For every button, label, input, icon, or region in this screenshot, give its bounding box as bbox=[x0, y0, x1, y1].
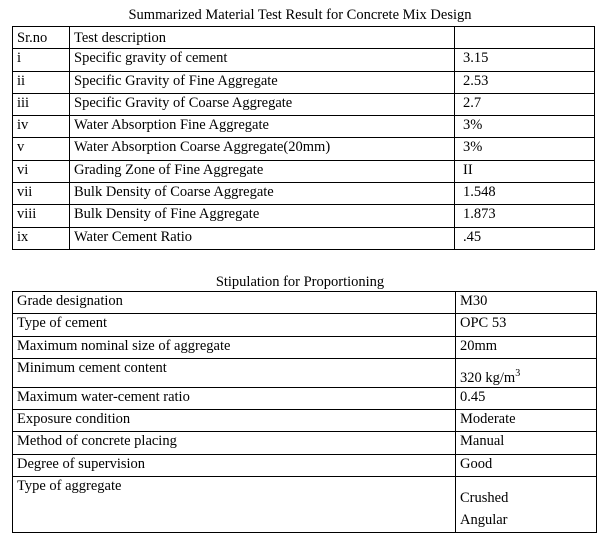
row-label: Grade designation bbox=[13, 292, 456, 314]
row-value: 2.53 bbox=[455, 71, 595, 93]
table-row bbox=[13, 336, 597, 358]
row-label: Minimum cement content bbox=[13, 358, 456, 387]
table-row bbox=[13, 138, 595, 160]
row-value: M30 bbox=[456, 292, 597, 314]
row-description: Specific Gravity of Fine Aggregate bbox=[70, 71, 455, 93]
material-test-title: Summarized Material Test Result for Concrete Mix Design bbox=[128, 7, 472, 23]
row-description: Water Cement Ratio bbox=[70, 227, 455, 249]
row-srno: i bbox=[13, 49, 70, 71]
row-srno: v bbox=[13, 138, 70, 160]
table-row bbox=[13, 314, 597, 336]
row-srno: ii bbox=[13, 71, 70, 93]
header-value bbox=[455, 27, 595, 49]
table-row bbox=[13, 49, 595, 71]
row-value: 3% bbox=[455, 116, 595, 138]
header-srno: Sr.no bbox=[13, 27, 70, 49]
table-header-row bbox=[13, 27, 595, 49]
table-row bbox=[13, 93, 595, 115]
row-srno: viii bbox=[13, 205, 70, 227]
table-row bbox=[13, 71, 595, 93]
material-test-table bbox=[12, 26, 595, 250]
row-description: Grading Zone of Fine Aggregate bbox=[70, 160, 455, 182]
table-row bbox=[13, 477, 597, 533]
table-row bbox=[13, 387, 597, 409]
cement-content-value: 320 kg/m bbox=[460, 369, 516, 386]
table-row bbox=[13, 454, 597, 476]
row-value: II bbox=[455, 160, 595, 182]
row-value: .45 bbox=[455, 227, 595, 249]
proportioning-title: Stipulation for Proportioning bbox=[215, 274, 385, 290]
row-description: Water Absorption Fine Aggregate bbox=[70, 116, 455, 138]
row-value: 1.548 bbox=[455, 183, 595, 205]
table-row bbox=[13, 358, 597, 387]
table-row bbox=[13, 410, 597, 432]
row-description: Specific gravity of cement bbox=[70, 49, 455, 71]
row-srno: iv bbox=[13, 116, 70, 138]
table-row bbox=[13, 160, 595, 182]
row-value: 3.15 bbox=[455, 49, 595, 71]
row-srno: vi bbox=[13, 160, 70, 182]
table-row bbox=[13, 432, 597, 454]
row-value: Manual bbox=[456, 432, 597, 454]
row-value: 2.7 bbox=[455, 93, 595, 115]
row-srno: vii bbox=[13, 183, 70, 205]
header-test-description: Test description bbox=[70, 27, 455, 49]
proportioning-table bbox=[12, 291, 597, 533]
row-value: 1.873 bbox=[455, 205, 595, 227]
row-value: 3% bbox=[455, 138, 595, 160]
aggregate-value-line-1: Crushed bbox=[460, 490, 509, 507]
aggregate-value-line-2: Angular bbox=[460, 512, 508, 529]
table-row bbox=[13, 227, 595, 249]
row-value: Good bbox=[456, 454, 597, 476]
row-srno: iii bbox=[13, 93, 70, 115]
row-value bbox=[456, 358, 597, 387]
row-description: Bulk Density of Fine Aggregate bbox=[70, 205, 455, 227]
row-label: Maximum nominal size of aggregate bbox=[13, 336, 456, 358]
table-row bbox=[13, 116, 595, 138]
table-row bbox=[13, 183, 595, 205]
cubic-superscript: 3 bbox=[515, 368, 521, 380]
row-label: Degree of supervision bbox=[13, 454, 456, 476]
row-description: Water Absorption Coarse Aggregate(20mm) bbox=[70, 138, 455, 160]
row-value: 20mm bbox=[456, 336, 597, 358]
row-label: Method of concrete placing bbox=[13, 432, 456, 454]
row-value: Moderate bbox=[456, 410, 597, 432]
row-description: Specific Gravity of Coarse Aggregate bbox=[70, 93, 455, 115]
row-description: Bulk Density of Coarse Aggregate bbox=[70, 183, 455, 205]
row-label: Type of aggregate bbox=[13, 477, 456, 533]
row-label: Type of cement bbox=[13, 314, 456, 336]
row-value bbox=[456, 477, 597, 533]
row-value: 0.45 bbox=[456, 387, 597, 409]
row-label: Exposure condition bbox=[13, 410, 456, 432]
row-value: OPC 53 bbox=[456, 314, 597, 336]
table-row bbox=[13, 205, 595, 227]
row-label: Maximum water-cement ratio bbox=[13, 387, 456, 409]
row-srno: ix bbox=[13, 227, 70, 249]
table-row bbox=[13, 292, 597, 314]
